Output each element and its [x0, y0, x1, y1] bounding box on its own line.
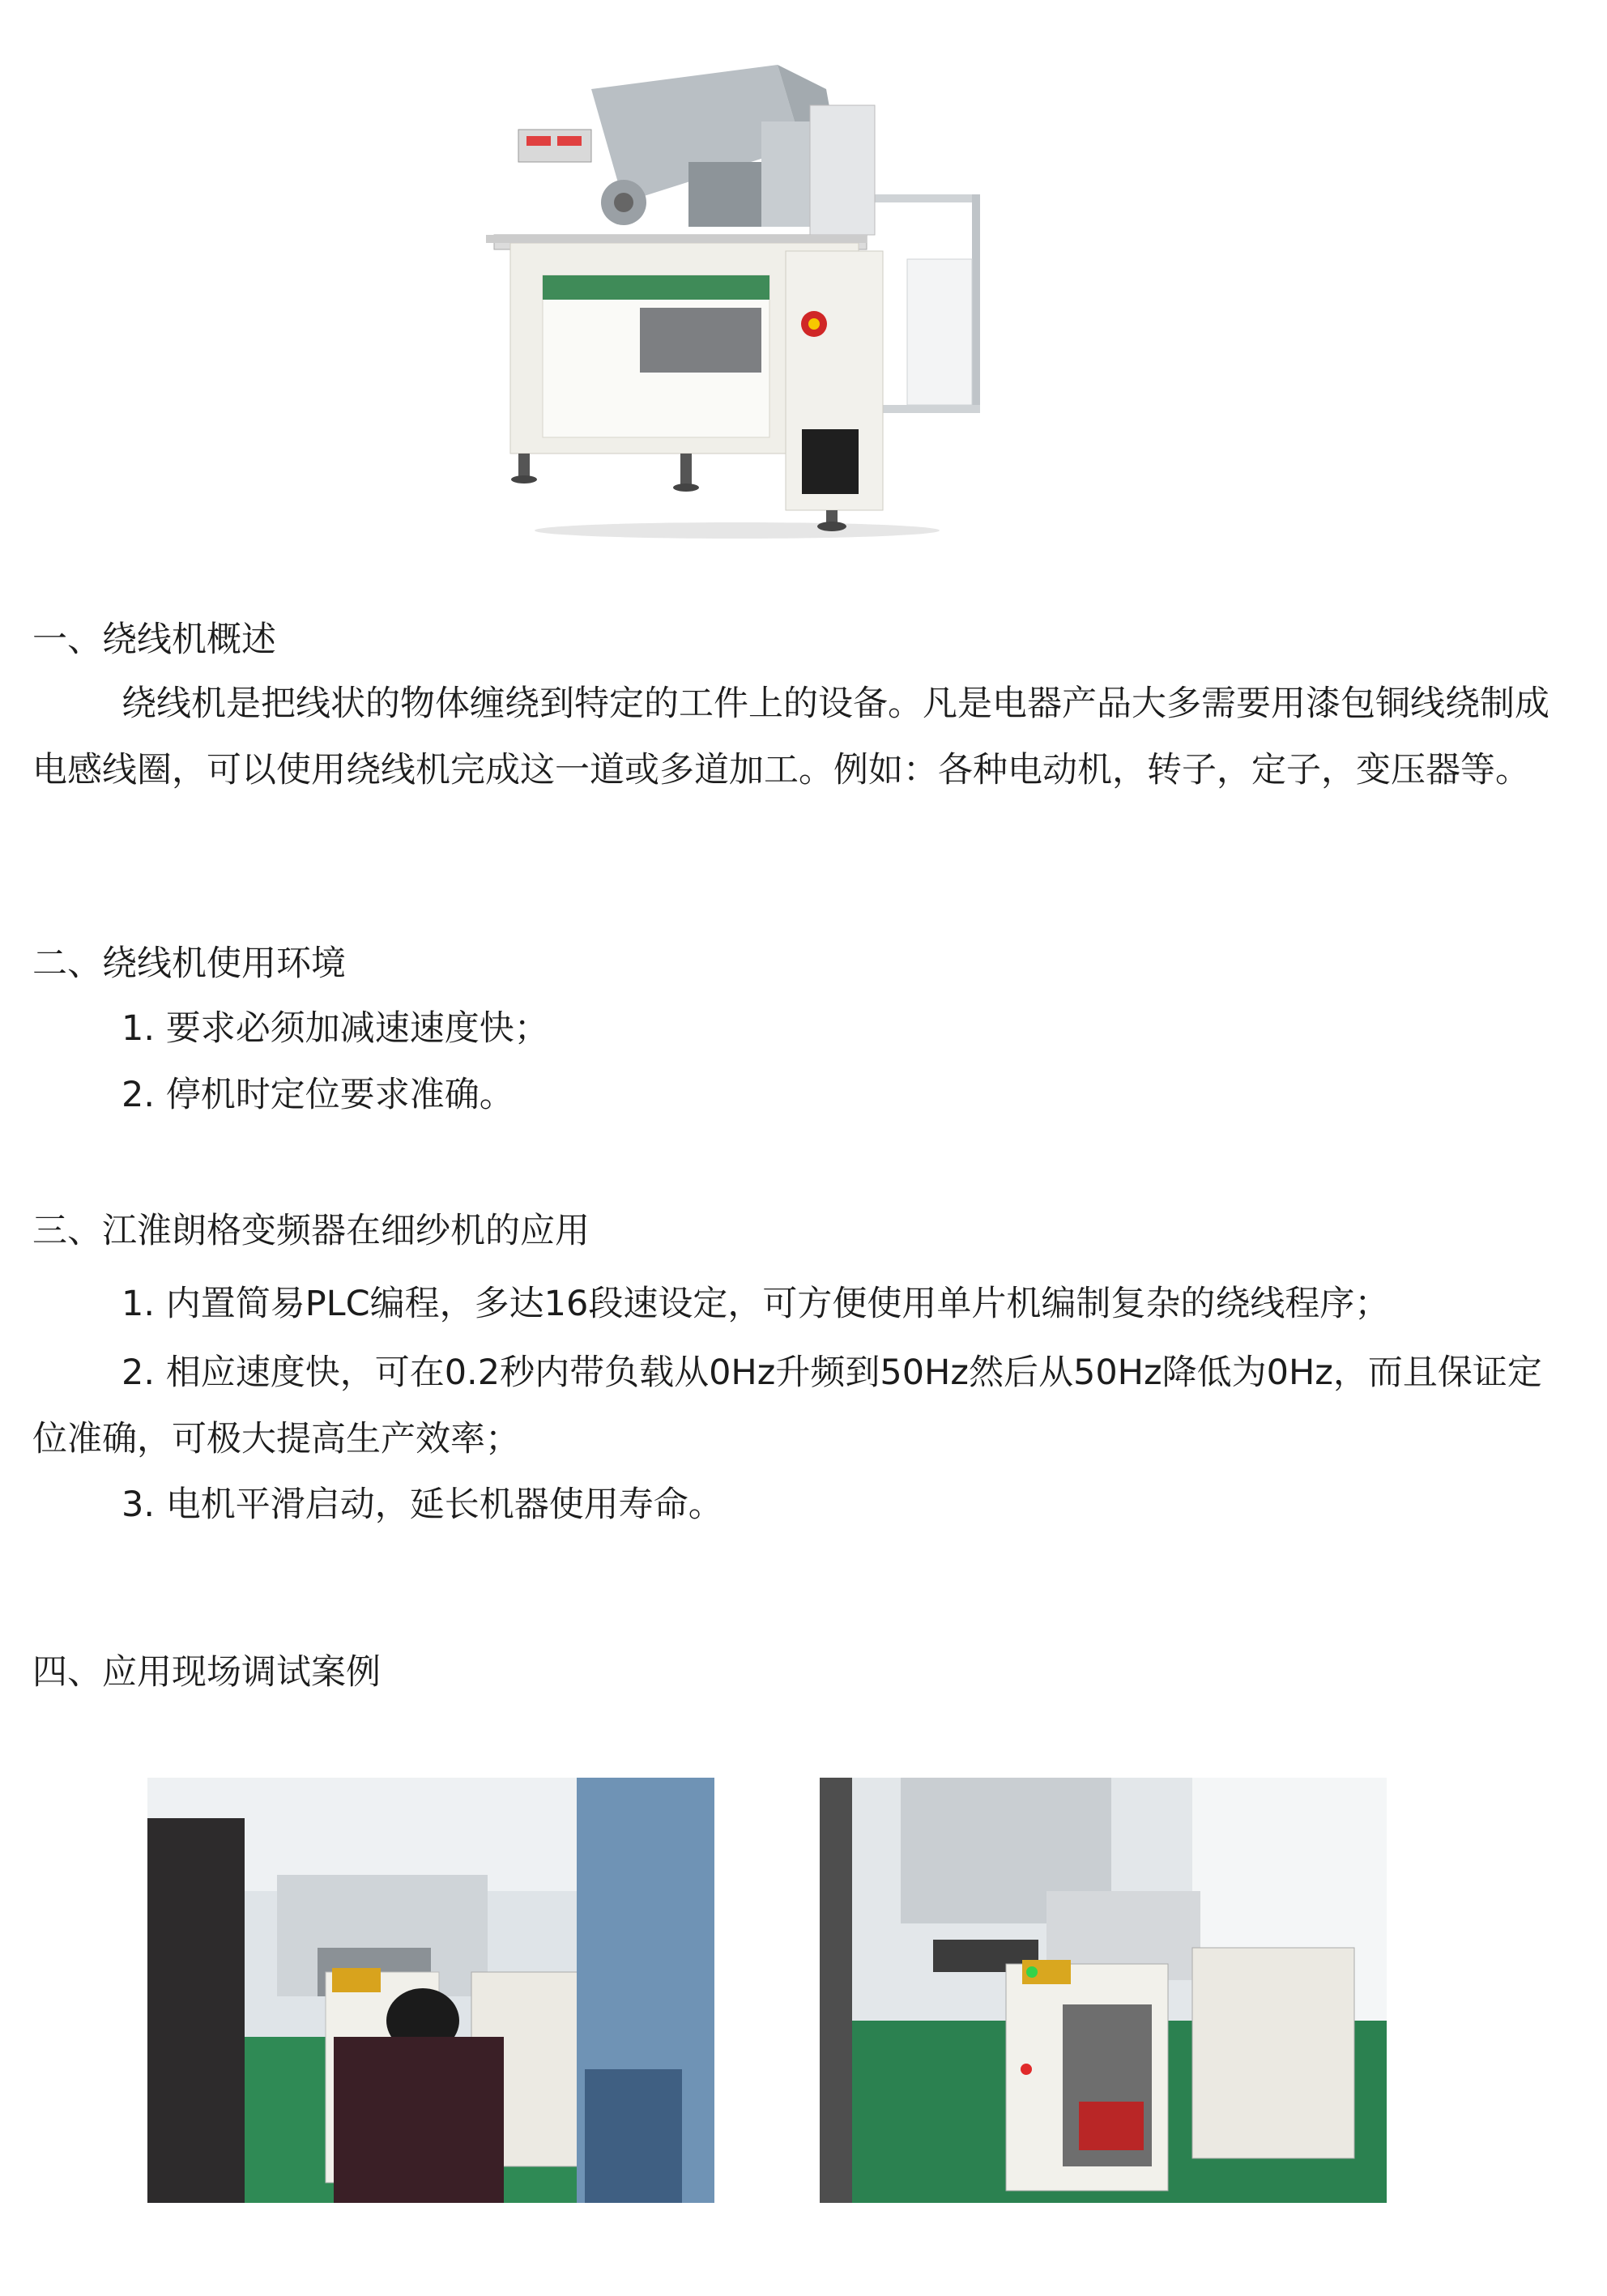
list-item: 1. 要求必须加减速速度快； [121, 1008, 549, 1049]
section-overview [32, 616, 1571, 803]
section-cases [32, 1648, 1571, 1697]
section-environment [32, 939, 1571, 1119]
section-application [32, 1207, 1571, 1529]
list-item: 2. 停机时定位要求准确。 [121, 1075, 514, 1115]
winding-machine-photo [486, 57, 988, 543]
section-heading: 四、应用现场调试案例 [32, 1652, 381, 1693]
list-item: 3. 电机平滑启动，延长机器使用寿命。 [121, 1485, 723, 1525]
section-heading: 二、绕线机使用环境 [32, 944, 346, 984]
section-heading: 一、绕线机概述 [32, 620, 276, 660]
section-heading: 三、江淮朗格变频器在细纱机的应用 [32, 1211, 590, 1251]
section-paragraph: 绕线机是把线状的物体缠绕到特定的工件上的设备。凡是电器产品大多需要用漆包铜线绕制成电感线圈，可以使用绕线机完成这一道或多道加工。例如：各种电动机，转子，定子，变压器等。 [32, 684, 1549, 790]
site-debug-photo-right [820, 1778, 1387, 2203]
list-item: 2. 相应速度快，可在0.2秒内带负载从0Hz升频到50Hz然后从50Hz降低为0Hz，而且保证定位准确，可极大提高生产效率； [32, 1352, 1542, 1459]
site-debug-photo-left [147, 1778, 714, 2203]
list-item: 1. 内置简易PLC编程，多达16段速设定，可方便使用单片机编制复杂的绕线程序； [121, 1284, 1390, 1324]
